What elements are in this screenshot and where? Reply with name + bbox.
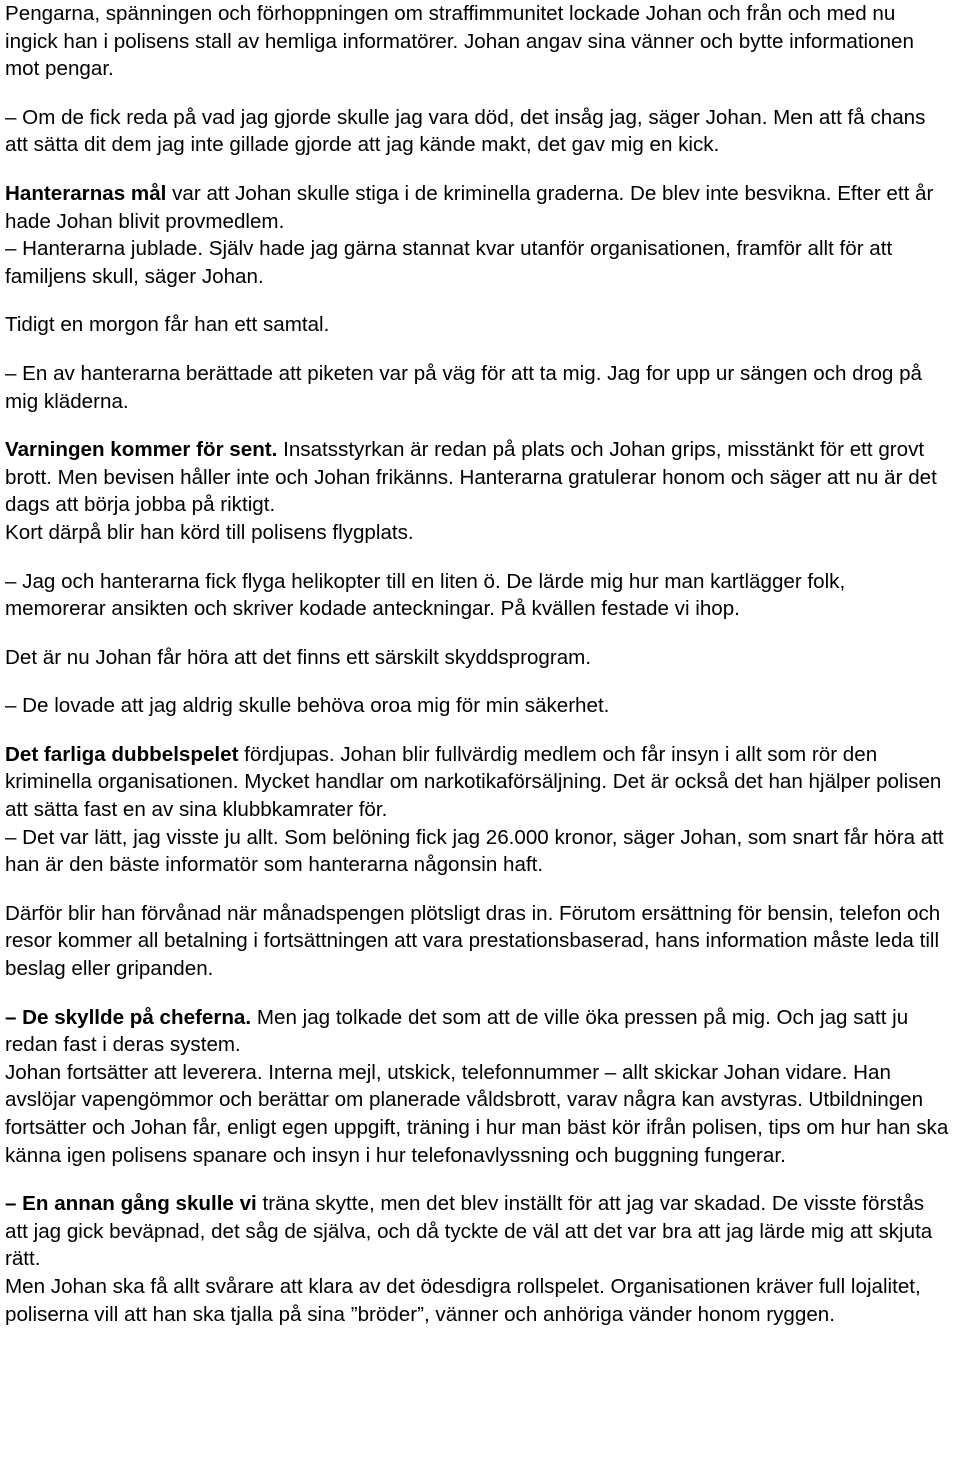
paragraph-text: Insatsstyrkan är redan på plats och Johan grips, misstänkt för ett grovt brott. Men bevisen håller inte och Johan frikänns. Hanterarna gratulerar honom och säger att nu är det dags att börja jobba på riktigt. bbox=[5, 438, 937, 517]
paragraph bbox=[5, 0, 950, 83]
paragraph-text: var att Johan skulle stiga i de kriminella graderna. De blev inte besvikna. Efter ett år hade Johan blivit provmedlem. bbox=[5, 181, 934, 233]
paragraph bbox=[5, 1004, 950, 1059]
paragraph-text: Det är nu Johan får höra att det finns ett särskilt skyddsprogram. bbox=[5, 645, 592, 669]
paragraph bbox=[5, 519, 950, 547]
paragraph-text: – De lovade att jag aldrig skulle behöva oroa mig för min säkerhet. bbox=[5, 694, 610, 718]
paragraph-text: Pengarna, spänningen och förhoppningen om straffimmunitet lockade Johan och från och med nu ingick han i polisens stall av hemliga informatörer. Johan angav sina vänner och bytte informationen mot pengar. bbox=[5, 2, 914, 81]
paragraph-text: Kort därpå blir han körd till polisens flygplats. bbox=[5, 520, 414, 544]
paragraph-text: Men jag tolkade det som att de ville öka pressen på mig. Och jag satt ju redan fast i deras system. bbox=[5, 1005, 909, 1057]
paragraph-text: Tidigt en morgon får han ett samtal. bbox=[5, 313, 330, 337]
paragraph bbox=[5, 741, 950, 824]
paragraph bbox=[5, 692, 950, 720]
paragraph bbox=[5, 360, 950, 415]
paragraph-text: – Om de fick reda på vad jag gjorde skulle jag vara död, det insåg jag, säger Johan. Men att få chans att sätta dit dem jag inte gillade gjorde att jag kände makt, det gav mig en kick. bbox=[5, 105, 926, 157]
paragraph-text: Johan fortsätter att leverera. Interna mejl, utskick, telefonnummer – allt skickar Johan vidare. Han avslöjar vapengömmor och berättar om planerade våldsbrott, varav några kan avstyras. Utbildningen fortsätter och Johan får, enligt egen uppgift, träning i hur man bäst kör ifrån polisen, tips om hur han ska känna igen polisens spanare och insyn i hur telefonavlyssning och buggning fungerar. bbox=[5, 1060, 949, 1167]
paragraph bbox=[5, 235, 950, 290]
paragraph bbox=[5, 824, 950, 879]
paragraph-text: – Jag och hanterarna fick flyga helikopter till en liten ö. De lärde mig hur man kartlägger folk, memorerar ansikten och skriver kodade anteckningar. På kvällen festade vi ihop. bbox=[5, 569, 846, 621]
paragraph-lead: – En annan gång skulle vi bbox=[5, 1192, 257, 1216]
paragraph bbox=[5, 104, 950, 159]
paragraph bbox=[5, 1273, 950, 1328]
paragraph-text: träna skytte, men det blev inställt för att jag var skadad. De visste förstås att jag gick beväpnad, det såg de själva, och då tyckte de väl att det var bra att jag lärde mig att skjuta rätt. bbox=[5, 1192, 933, 1271]
paragraph bbox=[5, 568, 950, 623]
paragraph bbox=[5, 180, 950, 235]
paragraph bbox=[5, 1059, 950, 1169]
paragraph-text: fördjupas. Johan blir fullvärdig medlem och får insyn i allt som rör den kriminella organisationen. Mycket handlar om narkotikaförsäljning. Det är också det han hjälper polisen att sätta fast en av sina klubbkamrater för. bbox=[5, 742, 942, 822]
paragraph-lead: – De skyllde på cheferna. bbox=[5, 1005, 252, 1029]
paragraph-lead: Varningen kommer för sent. bbox=[5, 438, 278, 462]
paragraph-text: – Det var lätt, jag visste ju allt. Som belöning fick jag 26.000 kronor, säger Johan, som snart får höra att han är den bäste informatör som hanterarna någonsin haft. bbox=[5, 825, 944, 877]
paragraph-text: – Hanterarna jublade. Själv hade jag gärna stannat kvar utanför organisationen, framför allt för att familjens skull, säger Johan. bbox=[5, 237, 893, 288]
paragraph-text: Därför blir han förvånad när månadspengen plötsligt dras in. Förutom ersättning för bensin, telefon och resor kommer all betalning i fortsättningen att vara prestationsbaserad, hans information måste leda till beslag eller gripanden. bbox=[5, 901, 941, 981]
paragraph bbox=[5, 311, 950, 339]
paragraph bbox=[5, 900, 950, 983]
paragraph bbox=[5, 436, 950, 519]
paragraph-text: Men Johan ska få allt svårare att klara av det ödesdigra rollspelet. Organisationen kräver full lojalitet, poliserna vill att han ska tjalla på sina ”bröder”, vänner och anhöriga vänder honom ryggen. bbox=[5, 1274, 921, 1326]
paragraph-lead: Hanterarnas mål bbox=[5, 181, 167, 205]
paragraph bbox=[5, 1190, 950, 1273]
paragraph-lead: Det farliga dubbelspelet bbox=[5, 742, 239, 766]
paragraph-text: – En av hanterarna berättade att piketen var på väg för att ta mig. Jag for upp ur sängen och drog på mig kläderna. bbox=[5, 361, 923, 413]
paragraph bbox=[5, 644, 950, 672]
